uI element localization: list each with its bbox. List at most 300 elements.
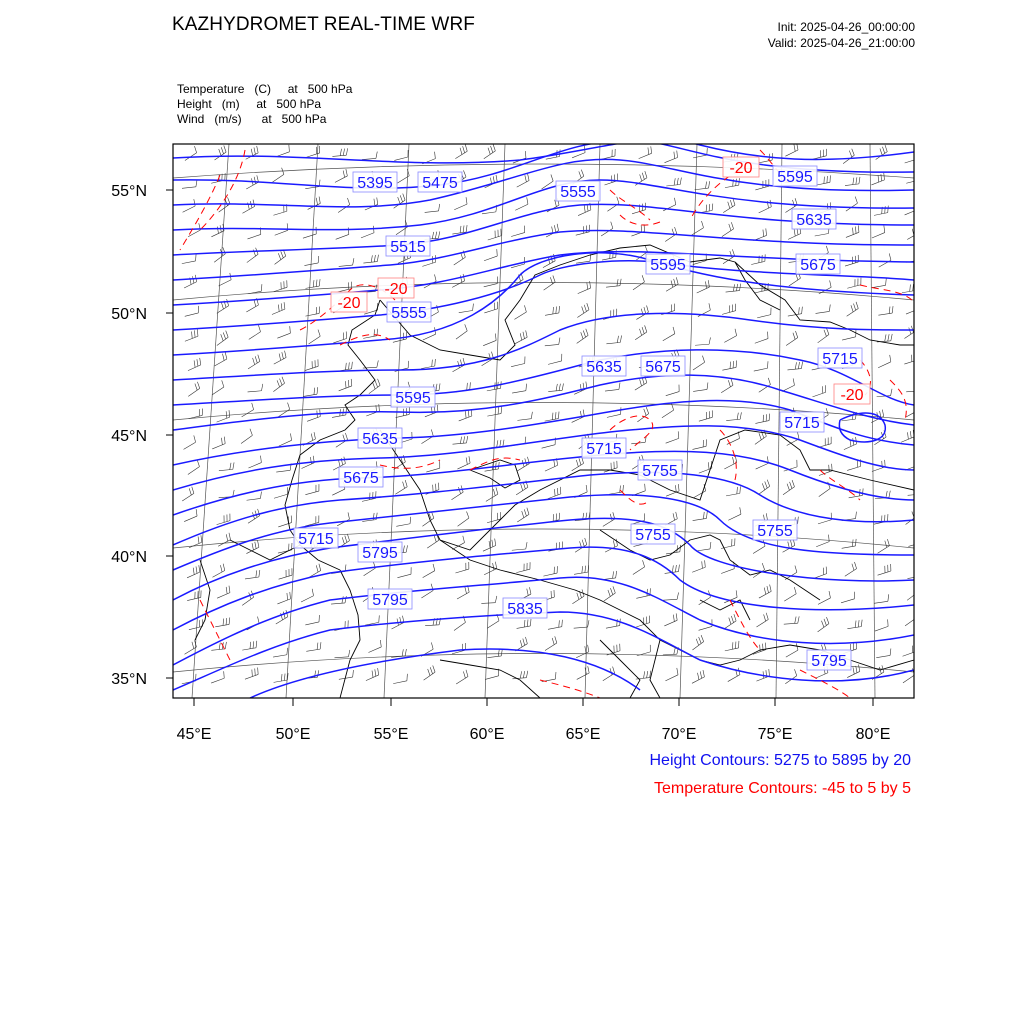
wind-barb xyxy=(339,379,352,391)
wind-barb xyxy=(846,225,859,237)
height-label xyxy=(353,172,397,192)
wind-barb xyxy=(636,305,648,319)
wind-barb xyxy=(458,511,469,526)
wind-barb xyxy=(543,566,557,576)
height-label xyxy=(418,172,462,192)
wind-barb xyxy=(517,508,529,522)
wind-barb xyxy=(907,569,921,578)
svg-text:5755: 5755 xyxy=(757,523,793,540)
wind-barb xyxy=(872,226,885,238)
wind-barb xyxy=(548,354,562,364)
temperature-label xyxy=(378,278,414,298)
wind-barb xyxy=(542,672,556,682)
wind-barb xyxy=(666,385,679,396)
wind-barb xyxy=(305,180,320,189)
wind-barb xyxy=(751,254,765,264)
wind-barb xyxy=(242,200,254,214)
wind-barb xyxy=(305,279,320,288)
wind-barb xyxy=(362,513,377,522)
wind-barb xyxy=(606,335,621,343)
wind-barb xyxy=(577,303,589,317)
wind-barb xyxy=(452,643,465,654)
wind-barb xyxy=(248,456,261,468)
wind-barb xyxy=(306,642,321,651)
wind-barb xyxy=(636,616,649,627)
wind-barb xyxy=(548,487,561,499)
wind-barb xyxy=(692,560,705,572)
lon-tick-label: 50°E xyxy=(275,726,311,743)
wind-barb xyxy=(876,648,891,657)
wind-barb xyxy=(841,592,854,603)
lon-tick-label: 70°E xyxy=(661,726,697,743)
wind-barb xyxy=(455,145,467,159)
country-borders xyxy=(195,245,914,698)
wind-barb xyxy=(845,562,857,576)
wind-barb xyxy=(185,329,198,341)
wind-barb xyxy=(693,382,708,391)
svg-text:-20: -20 xyxy=(384,281,408,298)
svg-text:5635: 5635 xyxy=(362,431,398,448)
lat-tick-label: 55°N xyxy=(111,183,147,200)
wind-barb xyxy=(844,437,857,450)
wind-barb xyxy=(874,514,888,524)
wind-barb xyxy=(182,487,194,501)
height-label xyxy=(807,650,851,670)
valid-time: Valid: 2025-04-26_21:00:00 xyxy=(767,36,915,50)
temperature-label xyxy=(331,292,367,312)
wind-barb xyxy=(481,596,496,604)
wind-barb xyxy=(847,302,859,316)
wind-barb xyxy=(338,198,350,213)
wind-barb xyxy=(219,462,234,470)
wind-barb xyxy=(692,221,704,235)
wind-barb xyxy=(879,253,891,267)
wind-barb xyxy=(842,512,857,521)
temperature-legend: Temperature Contours: -45 to 5 by 5 xyxy=(653,780,911,797)
wind-barb xyxy=(633,560,645,574)
height-label xyxy=(339,467,383,487)
wind-barb xyxy=(246,146,258,159)
wind-barb xyxy=(485,669,499,680)
height-label xyxy=(582,356,626,376)
wind-barb xyxy=(362,491,376,501)
wind-barb xyxy=(366,668,379,681)
wind-barb xyxy=(334,650,349,658)
wind-barb xyxy=(901,430,914,442)
wind-barb xyxy=(278,403,290,417)
init-time: Init: 2025-04-26_00:00:00 xyxy=(777,20,915,34)
wind-barb xyxy=(639,146,652,158)
wind-barb xyxy=(692,635,703,650)
height-label xyxy=(641,356,685,376)
wind-barb xyxy=(724,456,736,469)
wind-barb xyxy=(847,278,861,288)
wind-barb xyxy=(904,353,917,364)
wind-barb xyxy=(577,329,588,344)
wind-barb xyxy=(725,641,739,651)
wind-barb xyxy=(666,178,681,186)
wind-barb xyxy=(663,592,678,600)
wind-barb xyxy=(188,358,201,371)
wind-barb xyxy=(724,329,736,343)
wind-barb xyxy=(217,331,228,346)
wind-barb xyxy=(906,302,919,314)
lat-tick-label: 35°N xyxy=(111,671,147,688)
wind-barb xyxy=(274,487,287,498)
svg-text:5795: 5795 xyxy=(372,592,408,609)
wind-barb xyxy=(692,670,704,683)
wind-barb xyxy=(483,539,496,552)
wind-barb xyxy=(637,407,648,422)
wind-barb xyxy=(695,337,710,345)
wind-barb xyxy=(609,485,624,494)
wind-barb xyxy=(574,565,589,574)
wind-barb xyxy=(759,585,771,598)
wind-barb xyxy=(424,665,435,680)
wind-barb xyxy=(697,280,710,293)
svg-text:5595: 5595 xyxy=(777,169,813,186)
wind-barb xyxy=(907,226,919,240)
height-label xyxy=(638,460,682,480)
wind-barb xyxy=(217,586,230,599)
wind-barb xyxy=(871,173,884,185)
wind-barb xyxy=(421,359,435,369)
wind-barb xyxy=(337,512,349,525)
wind-barb xyxy=(483,333,496,345)
wind-barb xyxy=(545,338,560,346)
wind-barb xyxy=(272,302,285,314)
wind-barb xyxy=(396,517,410,527)
wind-barb xyxy=(242,641,257,650)
height-label xyxy=(556,181,600,201)
svg-text:5675: 5675 xyxy=(343,470,379,487)
wind-barb xyxy=(601,222,613,236)
wind-barb xyxy=(813,149,827,159)
wind-barb xyxy=(755,332,768,344)
wind-barb xyxy=(274,673,289,682)
chart-title: KAZHYDROMET REAL-TIME WRF xyxy=(172,14,475,35)
svg-text:-20: -20 xyxy=(840,387,864,404)
wind-barb xyxy=(512,384,526,393)
wind-barb xyxy=(756,613,768,627)
svg-text:5515: 5515 xyxy=(390,239,426,256)
wind-barb xyxy=(785,143,798,156)
wind-barb xyxy=(335,169,347,182)
wind-barb xyxy=(517,619,531,628)
wind-barb xyxy=(279,568,292,579)
wind-barb xyxy=(878,306,893,315)
wind-barb xyxy=(395,480,407,494)
wind-barb xyxy=(875,619,888,631)
wind-barb xyxy=(511,226,524,237)
wind-barb xyxy=(846,197,858,212)
wind-barb xyxy=(693,484,705,498)
wind-barb xyxy=(782,378,795,391)
svg-text:5715: 5715 xyxy=(586,441,622,458)
wind-barb xyxy=(184,275,197,288)
wind-barb xyxy=(215,352,227,366)
wind-barb xyxy=(577,666,589,679)
wind-barb xyxy=(906,510,917,525)
wind-barb xyxy=(514,305,526,319)
wind-barb xyxy=(753,228,766,240)
wind-barb xyxy=(816,304,831,313)
wind-barb xyxy=(545,412,559,422)
height-label xyxy=(391,387,435,407)
wind-barb xyxy=(487,649,502,658)
wind-barb xyxy=(276,145,289,157)
wind-barb xyxy=(545,306,560,315)
wind-barb xyxy=(874,206,888,216)
height-label xyxy=(358,428,402,448)
wind-barb xyxy=(818,617,829,632)
wind-barb xyxy=(816,535,829,547)
wind-barb xyxy=(602,571,617,580)
wind-barb xyxy=(245,570,260,579)
wind-barb xyxy=(755,414,769,424)
wind-barb xyxy=(305,615,319,625)
wind-barb xyxy=(459,304,474,313)
wind-barb xyxy=(274,280,287,291)
wind-barb xyxy=(576,645,589,658)
wind-barb xyxy=(876,145,888,159)
height-label xyxy=(631,524,675,544)
wind-barb xyxy=(724,614,736,628)
wind-barb xyxy=(245,667,258,679)
wind-barb xyxy=(575,538,587,552)
wind-barb xyxy=(484,249,497,261)
wind-barb xyxy=(726,284,741,292)
wind-barb xyxy=(842,539,856,548)
wind-barb xyxy=(843,149,854,164)
wind-barb xyxy=(307,410,320,422)
svg-text:5795: 5795 xyxy=(811,653,847,670)
lat-tick-label: 40°N xyxy=(111,549,147,566)
wind-barb xyxy=(277,326,290,338)
wind-barb xyxy=(187,565,200,578)
height-label xyxy=(646,254,690,274)
wind-barb xyxy=(279,433,292,446)
wind-barb xyxy=(425,204,440,212)
wind-barb xyxy=(905,611,916,626)
wind-barb xyxy=(814,567,827,579)
wind-barb xyxy=(511,357,525,367)
wind-barb xyxy=(605,174,618,185)
wind-barb xyxy=(212,564,224,578)
height-legend: Height Contours: 5275 to 5895 by 20 xyxy=(649,752,911,769)
wind-barb xyxy=(278,543,292,553)
wind-barb xyxy=(818,437,831,448)
wind-barb xyxy=(397,567,411,577)
wind-barb xyxy=(878,355,891,368)
wind-barb xyxy=(693,511,708,520)
wind-barb xyxy=(878,539,890,553)
wind-barb xyxy=(185,640,197,654)
wind-barb xyxy=(451,485,463,499)
lon-tick-label: 55°E xyxy=(373,726,409,743)
wind-barb xyxy=(603,512,615,526)
wind-barb xyxy=(548,383,563,391)
wind-barb xyxy=(784,587,796,601)
wind-barb xyxy=(182,180,197,188)
wind-barb xyxy=(423,564,435,578)
height-label xyxy=(796,254,840,274)
wind-barb xyxy=(249,325,261,339)
wind-barb xyxy=(424,274,436,288)
wind-barb xyxy=(665,151,678,163)
height-label xyxy=(294,528,338,548)
wind-barb xyxy=(631,513,644,524)
wind-barb xyxy=(215,618,229,627)
height-label xyxy=(818,348,862,368)
wind-barb xyxy=(631,224,644,236)
wind-barb xyxy=(278,516,291,527)
wind-barb xyxy=(248,355,260,369)
wind-barb xyxy=(242,403,254,417)
wind-barb xyxy=(726,486,740,495)
wind-barb xyxy=(189,408,203,418)
wind-barb xyxy=(453,436,468,444)
wind-barb xyxy=(728,507,741,520)
wind-barb xyxy=(663,327,675,341)
svg-text:5635: 5635 xyxy=(796,212,832,229)
wind-barb xyxy=(305,359,318,370)
wind-barb xyxy=(515,637,527,651)
height-label xyxy=(780,412,824,432)
wind-barb xyxy=(214,247,225,262)
wind-barb xyxy=(218,533,230,546)
height-label xyxy=(386,236,430,256)
svg-text:5795: 5795 xyxy=(362,545,398,562)
wind-barb xyxy=(783,539,795,553)
lon-tick-label: 45°E xyxy=(176,726,212,743)
wind-barb xyxy=(726,412,741,420)
wind-barb xyxy=(788,307,802,316)
wind-barb xyxy=(878,564,891,575)
height-label xyxy=(753,520,797,540)
wind-barb xyxy=(455,562,468,573)
wind-barb xyxy=(877,334,892,342)
wind-barb xyxy=(783,480,794,495)
temperature-label xyxy=(723,157,759,177)
wind-barb xyxy=(241,429,252,444)
wind-barb xyxy=(333,332,346,343)
wind-barb xyxy=(845,177,860,186)
wind-barb xyxy=(457,456,470,469)
svg-text:5595: 5595 xyxy=(395,390,431,407)
wind-barb xyxy=(632,484,645,496)
wind-barb xyxy=(787,362,802,370)
height-label xyxy=(792,209,836,229)
wind-barb xyxy=(666,484,679,496)
wind-barb xyxy=(907,585,918,600)
wind-barb xyxy=(365,615,379,625)
lat-tick-label: 50°N xyxy=(111,306,147,323)
svg-text:5715: 5715 xyxy=(822,351,858,368)
wind-barb xyxy=(665,668,678,681)
wind-barb xyxy=(182,254,196,264)
wind-barb xyxy=(601,149,615,159)
wind-barb xyxy=(906,404,918,417)
wind-barb xyxy=(842,330,856,340)
wind-barb xyxy=(637,645,650,656)
height-label xyxy=(582,438,626,458)
wind-barb xyxy=(309,330,321,344)
svg-text:-20: -20 xyxy=(729,160,753,177)
wind-barb xyxy=(248,384,263,392)
wind-barb xyxy=(484,277,498,287)
wind-barb xyxy=(662,403,674,417)
wind-barb xyxy=(872,278,887,287)
lon-tick-label: 75°E xyxy=(757,726,793,743)
svg-text:5835: 5835 xyxy=(507,601,543,618)
wind-barb xyxy=(633,275,644,290)
wind-barb xyxy=(274,351,286,364)
wind-barb xyxy=(786,331,798,345)
svg-text:5555: 5555 xyxy=(560,184,596,201)
wind-barb xyxy=(339,258,354,266)
wind-barb xyxy=(722,360,736,370)
wind-barb xyxy=(758,480,769,495)
wind-barb xyxy=(665,512,677,525)
wind-barb xyxy=(184,435,196,449)
lon-tick-label: 65°E xyxy=(565,726,601,743)
field-temperature: Temperature (C) at 500 hPa xyxy=(177,82,353,96)
wind-barb xyxy=(275,250,286,265)
svg-text:5475: 5475 xyxy=(422,175,458,192)
wind-barb xyxy=(183,199,196,212)
wind-barb xyxy=(303,227,316,238)
wind-barb xyxy=(545,636,557,650)
wind-barb xyxy=(301,589,313,602)
lat-tick-label: 45°N xyxy=(111,428,147,445)
wind-barb xyxy=(185,306,199,316)
wind-barb xyxy=(393,674,407,684)
wind-barb xyxy=(363,329,377,339)
wind-barb xyxy=(362,152,377,160)
wind-barb xyxy=(905,458,918,470)
wind-barb xyxy=(818,591,830,604)
wind-barb xyxy=(784,616,799,624)
wind-barb xyxy=(664,613,677,626)
wind-barb xyxy=(456,670,468,684)
height-label xyxy=(368,589,412,609)
wind-barb xyxy=(517,412,532,421)
wind-barb xyxy=(512,542,527,550)
wind-barb xyxy=(488,229,501,240)
temperature-label xyxy=(834,384,870,404)
height-label xyxy=(503,598,547,618)
field-wind: Wind (m/s) at 500 hPa xyxy=(177,112,327,126)
wind-barb xyxy=(361,226,374,238)
wind-barb xyxy=(484,144,496,159)
wind-barb xyxy=(693,356,705,370)
wind-barb xyxy=(394,194,405,209)
wind-barb xyxy=(818,328,829,343)
wind-barb xyxy=(816,175,830,185)
wind-barb xyxy=(212,380,224,394)
wind-barb xyxy=(332,148,347,156)
wind-barb xyxy=(722,222,734,236)
wind-barb xyxy=(847,620,862,629)
wind-barb xyxy=(785,566,797,580)
wind-barb xyxy=(698,204,712,213)
wind-barb xyxy=(699,410,712,421)
wind-barb xyxy=(454,197,467,210)
svg-text:5755: 5755 xyxy=(635,527,671,544)
wind-barb xyxy=(338,362,353,371)
svg-text:5675: 5675 xyxy=(800,257,836,274)
